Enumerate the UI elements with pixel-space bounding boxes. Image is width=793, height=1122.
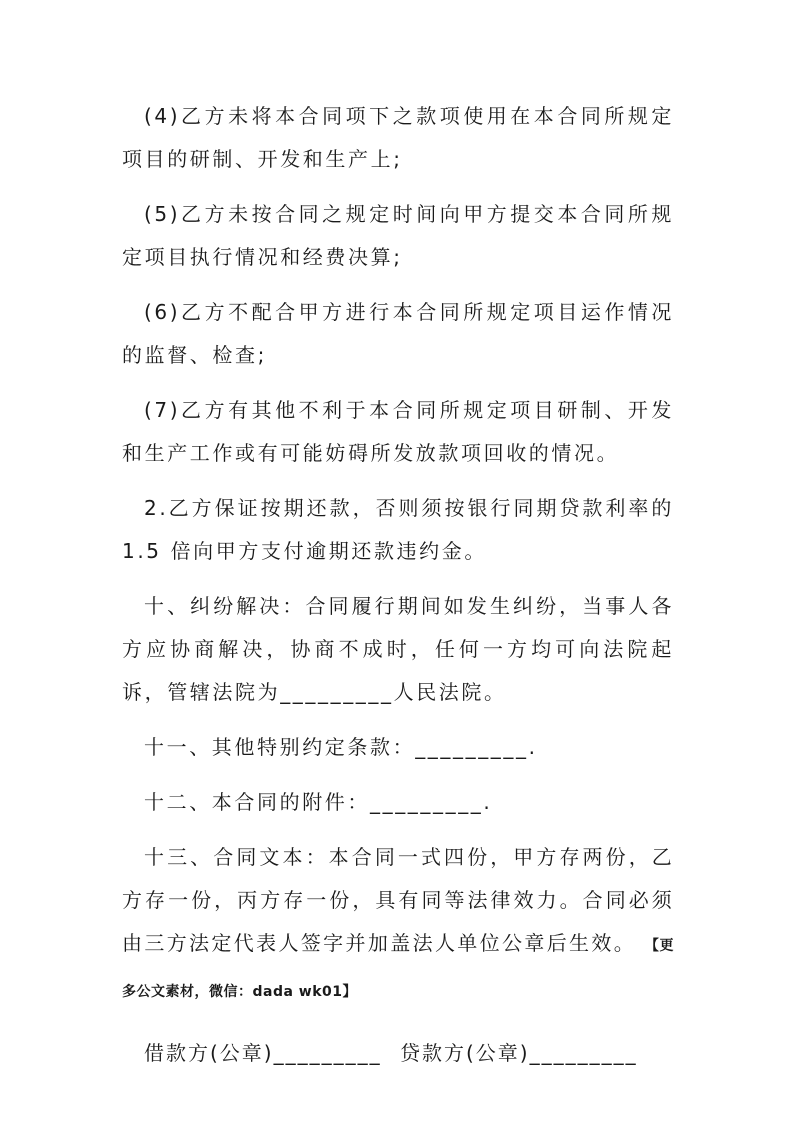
section-10-dispute: 十、纠纷解决：合同履行期间如发生纠纷，当事人各方应协商解决，协商不成时，任何一方均可向法院起诉，管辖法院为_________人民法院。	[122, 594, 674, 704]
section-13-body: 十三、合同文本：本合同一式四份，甲方存两份，乙方存一份，丙方存一份，具有同等法律效力。合同必须由三方法定代表人签字并加盖法人单位公章后生效。	[122, 845, 674, 955]
promo-note: 【更多公文素材，微信：dada wk01】	[122, 938, 674, 1000]
lender-signature: 贷款方(公章)_________	[399, 1041, 638, 1065]
clause-6: (6)乙方不配合甲方进行本合同所规定项目运作情况的监督、检查;	[122, 300, 674, 367]
signature-line	[122, 1032, 674, 1075]
clause-5: (5)乙方未按合同之规定时间向甲方提交本合同所规定项目执行情况和经费决算;	[122, 202, 674, 269]
section-11-special-terms: 十一、其他特别约定条款：_________.	[144, 735, 538, 759]
document-page	[122, 95, 674, 1075]
section-12-attachments: 十二、本合同的附件：_________.	[144, 790, 493, 814]
clause-4: (4)乙方未将本合同项下之款项使用在本合同所规定项目的研制、开发和生产上;	[122, 104, 674, 171]
clause-repayment: 2.乙方保证按期还款，否则须按银行同期贷款利率的 1.5 倍向甲方支付逾期还款违约金。	[122, 496, 674, 563]
clause-7: (7)乙方有其他不利于本合同所规定项目研制、开发和生产工作或有可能妨碍所发放款项回收的情况。	[122, 398, 674, 465]
borrower-signature: 借款方(公章)_________	[144, 1041, 382, 1065]
section-13-contract-text	[122, 836, 674, 1014]
